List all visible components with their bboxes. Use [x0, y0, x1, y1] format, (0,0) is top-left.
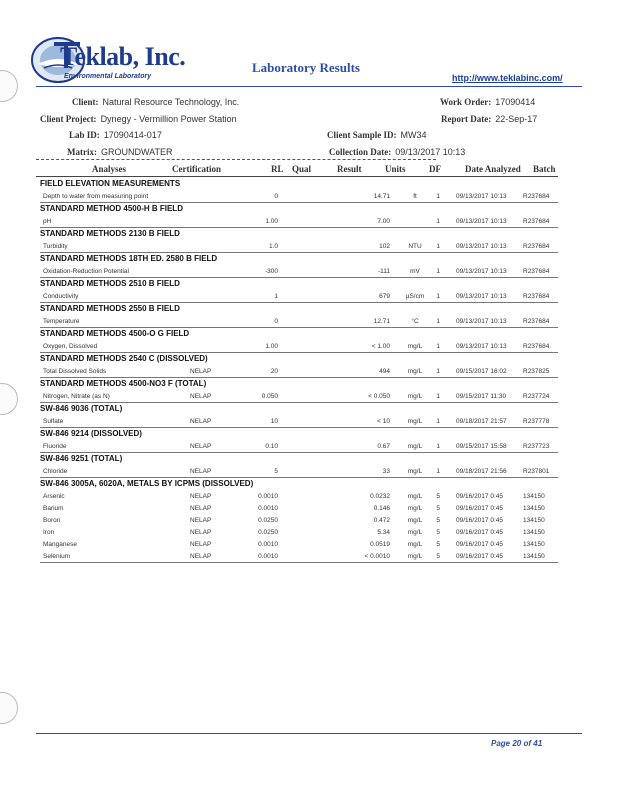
cell-certification: NELAP [190, 443, 212, 450]
cell-analyte: Chloride [43, 468, 68, 475]
cell-date-analyzed: 09/18/2017 21:56 [456, 468, 507, 475]
cell-analyte: Boron [43, 517, 61, 524]
cell-date-analyzed: 09/13/2017 10:13 [456, 193, 507, 200]
cell-certification: NELAP [190, 368, 212, 375]
cell-analyte: Conductivity [43, 293, 79, 300]
cell-rl: 1.0 [268, 243, 278, 250]
table-row [40, 440, 558, 452]
cell-date-analyzed: 09/16/2017 0:45 [456, 505, 503, 512]
cell-df: 1 [436, 193, 440, 200]
cell-rl: 0 [274, 318, 278, 325]
section-title: SW-846 9251 (TOTAL) [40, 454, 123, 463]
cell-rl: -300 [264, 268, 278, 275]
matrix-label: Matrix: [67, 147, 97, 157]
cell-certification: NELAP [190, 493, 212, 500]
cell-units: mg/L [407, 393, 423, 400]
cell-result: 102 [379, 243, 390, 250]
cell-result: < 0.0010 [364, 553, 390, 560]
cell-df: 1 [436, 243, 440, 250]
cell-certification: NELAP [190, 553, 212, 560]
cell-units: mg/L [407, 343, 423, 350]
section-sulfate [40, 403, 558, 428]
cell-date-analyzed: 09/16/2017 0:45 [456, 529, 503, 536]
cell-date-analyzed: 09/15/2017 15:58 [456, 443, 507, 450]
lab-id-label: Lab ID: [69, 130, 100, 140]
client-label: Client: [72, 97, 99, 107]
cell-certification: NELAP [190, 468, 212, 475]
section-orp [40, 253, 558, 278]
cell-certification: NELAP [190, 541, 212, 548]
cell-date-analyzed: 09/16/2017 0:45 [456, 553, 503, 560]
page-number: Page 20 of 41 [491, 739, 543, 748]
cell-date-analyzed: 09/15/2017 11:30 [456, 393, 507, 400]
col-df: DF [429, 164, 441, 174]
col-certification: Certification [172, 164, 221, 174]
table-row [40, 390, 558, 402]
work-order-value: 17090414 [495, 97, 536, 107]
cell-batch: R237684 [523, 343, 550, 350]
punch-hole [0, 383, 18, 415]
cell-rl: 0.0250 [258, 517, 278, 524]
cell-result: 0.472 [373, 517, 390, 524]
section-dissolved-oxygen [40, 328, 558, 353]
cell-units: mg/L [407, 505, 423, 512]
logo-name: Teklab, Inc. [60, 42, 186, 71]
cell-rl: 10 [270, 418, 278, 425]
cell-batch: R237684 [523, 218, 550, 225]
client-value: Natural Resource Technology, Inc. [102, 97, 240, 107]
cell-df: 1 [436, 368, 440, 375]
cell-date-analyzed: 09/16/2017 0:45 [456, 541, 503, 548]
cell-batch: R237684 [523, 293, 550, 300]
work-order-field [440, 97, 535, 107]
matrix-field [67, 147, 172, 157]
cell-df: 5 [436, 529, 440, 536]
cell-rl: 0.0010 [258, 553, 278, 560]
cell-result: 12.71 [373, 318, 390, 325]
results-table [40, 178, 558, 563]
project-field [40, 114, 237, 124]
report-date-label: Report Date: [441, 114, 492, 124]
logo-tagline: Environmental Laboratory [64, 73, 152, 80]
section-title: FIELD ELEVATION MEASUREMENTS [40, 179, 181, 188]
table-row [40, 502, 558, 514]
cell-batch: R237723 [523, 443, 550, 450]
section-field-elevation [40, 178, 558, 203]
cell-df: 1 [436, 443, 440, 450]
table-row [40, 538, 558, 550]
cell-analyte: Sulfate [43, 418, 64, 425]
table-row [40, 290, 558, 302]
cell-date-analyzed: 09/13/2017 10:13 [456, 243, 507, 250]
table-row [40, 265, 558, 277]
cell-date-analyzed: 09/13/2017 10:13 [456, 293, 507, 300]
report-date-value: 22-Sep-17 [495, 114, 538, 124]
section-turbidity [40, 228, 558, 253]
cell-rl: 1.00 [265, 343, 278, 350]
cell-df: 1 [436, 268, 440, 275]
cell-batch: 134150 [523, 553, 545, 560]
cell-rl: 0.0010 [258, 505, 278, 512]
cell-df: 1 [436, 468, 440, 475]
cell-rl: 0.10 [265, 443, 278, 450]
project-value: Dynegy - Vermillion Power Station [100, 114, 237, 124]
report-date-field [441, 114, 537, 124]
cell-rl: 1 [274, 293, 278, 300]
cell-batch: R237684 [523, 243, 550, 250]
cell-batch: 134150 [523, 517, 545, 524]
cell-units: mV [410, 268, 420, 275]
cell-analyte: Turbidity [43, 243, 68, 250]
matrix-divider [36, 159, 436, 160]
punch-hole [0, 70, 18, 102]
cell-units: mg/L [407, 529, 423, 536]
cell-certification: NELAP [190, 393, 212, 400]
section-title: SW-846 9214 (DISSOLVED) [40, 429, 142, 438]
cell-units: mg/L [407, 418, 423, 425]
table-row [40, 526, 558, 538]
section-title: STANDARD METHOD 4500-H B FIELD [40, 204, 183, 213]
cell-date-analyzed: 09/15/2017 16:02 [456, 368, 507, 375]
section-chloride [40, 453, 558, 478]
section-title: STANDARD METHODS 2550 B FIELD [40, 304, 180, 313]
cell-batch: R237825 [523, 368, 550, 375]
cell-analyte: Manganese [43, 541, 77, 548]
section-title: STANDARD METHODS 2510 B FIELD [40, 279, 180, 288]
cell-rl: 5 [274, 468, 278, 475]
cell-units: mg/L [407, 368, 423, 375]
cell-rl: 0 [274, 193, 278, 200]
cell-df: 5 [436, 493, 440, 500]
header-divider [36, 86, 582, 87]
table-row [40, 340, 558, 352]
cell-df: 5 [436, 505, 440, 512]
table-row [40, 514, 558, 526]
cell-result: 0.67 [377, 443, 390, 450]
cell-analyte: Selenium [43, 553, 71, 560]
cell-result: 5.34 [377, 529, 390, 536]
section-title: STANDARD METHODS 4500-NO3 F (TOTAL) [40, 379, 207, 388]
punch-hole [0, 692, 18, 724]
work-order-label: Work Order: [440, 97, 492, 107]
cell-units: µS/cm [405, 293, 425, 300]
collection-date-field [329, 147, 465, 157]
lab-id-field [69, 130, 162, 140]
cell-units: mg/L [407, 443, 423, 450]
cell-result: 33 [382, 468, 390, 475]
cell-result: < 1.00 [371, 343, 390, 350]
cell-rl: 0.0010 [258, 541, 278, 548]
website-link[interactable]: http://www.teklabinc.com/ [452, 73, 563, 83]
cell-certification: NELAP [190, 529, 212, 536]
cell-df: 5 [436, 517, 440, 524]
cell-result: < 10 [377, 418, 390, 425]
cell-analyte: Arsenic [43, 493, 65, 500]
table-row [40, 465, 558, 477]
cell-df: 1 [436, 318, 440, 325]
cell-units: mg/L [407, 493, 423, 500]
cell-date-analyzed: 09/13/2017 10:13 [456, 268, 507, 275]
footer-divider [36, 733, 582, 734]
cell-result: 0.146 [373, 505, 390, 512]
cell-units: mg/L [407, 468, 423, 475]
cell-batch: R237778 [523, 418, 550, 425]
cell-df: 5 [436, 553, 440, 560]
section-temperature [40, 303, 558, 328]
table-row [40, 215, 558, 227]
cell-result: 679 [379, 293, 390, 300]
section-metals-icpms [40, 478, 558, 563]
cell-batch: R237684 [523, 193, 550, 200]
cell-df: 1 [436, 218, 440, 225]
cell-rl: 1.00 [265, 218, 278, 225]
matrix-value: GROUNDWATER [100, 147, 173, 157]
cell-result: 14.71 [373, 193, 390, 200]
cell-result: 7.00 [377, 218, 390, 225]
cell-batch: 134150 [523, 505, 545, 512]
cell-date-analyzed: 09/13/2017 10:13 [456, 218, 507, 225]
section-tds [40, 353, 558, 378]
cell-analyte: Iron [43, 529, 55, 536]
cell-result: 0.0232 [370, 493, 390, 500]
col-qual: Qual [292, 164, 312, 174]
cell-batch: R237724 [523, 393, 550, 400]
cell-rl: 0.0010 [258, 493, 278, 500]
cell-date-analyzed: 09/13/2017 10:13 [456, 318, 507, 325]
section-title: STANDARD METHODS 2540 C (DISSOLVED) [40, 354, 208, 363]
cell-df: 1 [436, 343, 440, 350]
collection-date-label: Collection Date: [329, 147, 392, 157]
cell-result: < 0.050 [368, 393, 390, 400]
cell-certification: NELAP [190, 517, 212, 524]
sample-id-label: Client Sample ID: [327, 130, 397, 140]
cell-analyte: Fluoride [43, 443, 67, 450]
cell-analyte: Oxidation-Reduction Potential [43, 268, 129, 275]
cell-result: -111 [377, 268, 390, 275]
cell-result: 494 [379, 368, 390, 375]
cell-units: mg/L [407, 541, 423, 548]
table-row [40, 550, 558, 562]
col-rl: RL [271, 164, 284, 174]
cell-df: 1 [436, 393, 440, 400]
client-field [72, 97, 239, 107]
cell-date-analyzed: 09/16/2017 0:45 [456, 517, 503, 524]
cell-units: NTU [408, 243, 422, 250]
sample-id-field [327, 130, 427, 140]
cell-analyte: Temperature [43, 318, 80, 325]
cell-analyte: Barium [43, 505, 64, 512]
cell-date-analyzed: 09/18/2017 21:57 [456, 418, 507, 425]
cell-analyte: pH [43, 218, 52, 225]
cell-rl: 0.050 [261, 393, 278, 400]
collection-date-value: 09/13/2017 10:13 [395, 147, 466, 157]
cell-batch: 134150 [523, 541, 545, 548]
section-title: SW-846 9036 (TOTAL) [40, 404, 123, 413]
column-header-rule [36, 176, 558, 177]
project-label: Client Project: [40, 114, 97, 124]
section-fluoride [40, 428, 558, 453]
col-analyses: Analyses [92, 164, 127, 174]
cell-df: 1 [436, 418, 440, 425]
section-title: STANDARD METHODS 4500-O G FIELD [40, 329, 190, 338]
cell-rl: 20 [270, 368, 278, 375]
section-conductivity [40, 278, 558, 303]
cell-units: mg/L [407, 517, 423, 524]
cell-analyte: Oxygen, Dissolved [43, 343, 98, 350]
cell-batch: 134150 [523, 529, 545, 536]
cell-units: °C [411, 318, 419, 325]
table-row [40, 240, 558, 252]
section-nitrate [40, 378, 558, 403]
table-row [40, 190, 558, 202]
cell-result: 0.0519 [370, 541, 390, 548]
cell-certification: NELAP [190, 418, 212, 425]
cell-batch: R237684 [523, 268, 550, 275]
report-title: Laboratory Results [252, 60, 360, 75]
sample-id-value: MW34 [400, 130, 427, 140]
cell-df: 1 [436, 293, 440, 300]
col-result: Result [337, 164, 362, 174]
section-title: STANDARD METHODS 18TH ED. 2580 B FIELD [40, 254, 218, 263]
cell-batch: 134150 [523, 493, 545, 500]
cell-analyte: Depth to water from measuring point [43, 193, 149, 200]
cell-batch: R237684 [523, 318, 550, 325]
cell-date-analyzed: 09/16/2017 0:45 [456, 493, 503, 500]
cell-certification: NELAP [190, 505, 212, 512]
col-date-analyzed: Date Analyzed [465, 164, 521, 174]
col-batch: Batch [533, 164, 556, 174]
section-title: STANDARD METHODS 2130 B FIELD [40, 229, 180, 238]
lab-id-value: 17090414-017 [103, 130, 162, 140]
cell-analyte: Nitrogen, Nitrate (as N) [43, 393, 110, 400]
table-row [40, 315, 558, 327]
cell-batch: R237801 [523, 468, 550, 475]
section-ph [40, 203, 558, 228]
cell-units: mg/L [407, 553, 423, 560]
cell-units: ft [413, 193, 417, 200]
cell-analyte: Total Dissolved Solids [43, 368, 107, 375]
cell-date-analyzed: 09/13/2017 10:13 [456, 343, 507, 350]
cell-rl: 0.0250 [258, 529, 278, 536]
cell-df: 5 [436, 541, 440, 548]
section-title: SW-846 3005A, 6020A, METALS BY ICPMS (DISSOLVED) [40, 479, 254, 488]
table-row [40, 415, 558, 427]
table-row [40, 490, 558, 502]
col-units: Units [385, 164, 406, 174]
table-row [40, 365, 558, 377]
